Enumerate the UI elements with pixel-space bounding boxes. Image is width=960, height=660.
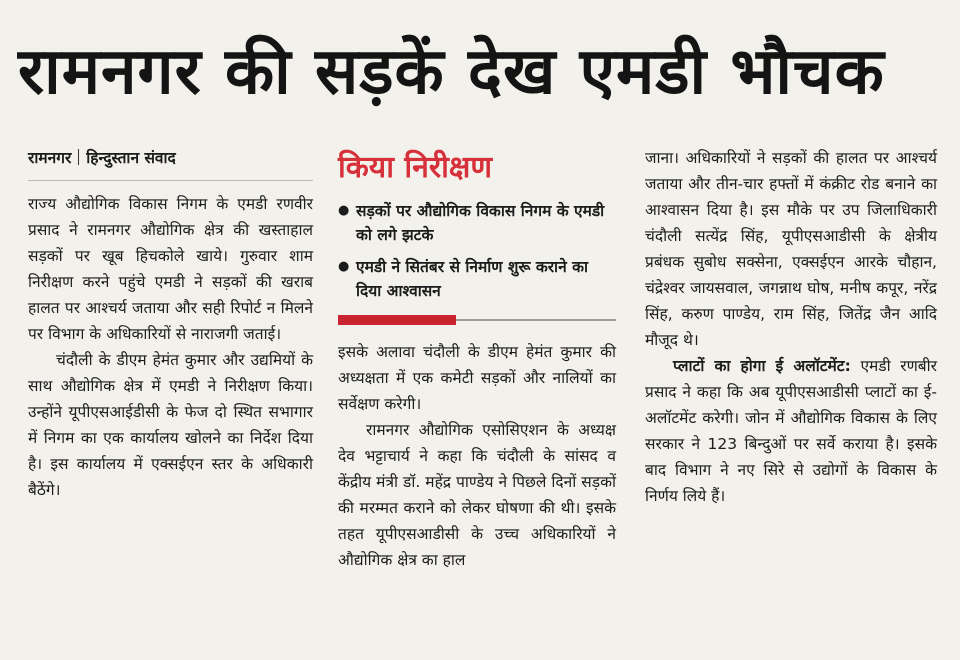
bullet-point bbox=[338, 255, 616, 303]
paragraph: रामनगर औद्योगिक एसोसिएशन के अध्यक्ष देव भट्टाचार्य ने कहा कि चंदौली के सांसद व केंद्रीय मंत्री डॉ. महेंद्र पाण्डेय ने पिछले दिनों सड़कों की मरम्मत कराने को लेकर घोषणा की थी। इसके तहत यूपीएसआडीसी के उच्च अधिकारियों ने औद्योगिक क्षेत्र का हाल bbox=[338, 421, 616, 569]
rule-accent bbox=[338, 315, 456, 325]
byline-agency: हिन्दुस्तान संवाद bbox=[86, 149, 176, 167]
paragraph-lead: प्लाटों का होगा ई अलॉटमेंट: bbox=[673, 357, 851, 375]
paragraph: चंदौली के डीएम हेमंत कुमार और उद्यमियों के साथ औद्योगिक क्षेत्र में एमडी ने निरीक्षण किया। उन्होंने यूपीएसआईडीसी के फेज दो स्थित सभागार में निगम का एक कार्यालय खोलने का निर्देश दिया है। इस कार्यालय में एक्सईएन स्तर के अधिकारी बैठेंगे। bbox=[28, 351, 313, 499]
rule-line bbox=[456, 319, 616, 321]
paragraph-body: एमडी रणबीर प्रसाद ने कहा कि अब यूपीएसआडीसी प्लाटों का ई-अलॉटमेंट करेगी। जोन में औद्योगिक विकास के लिए सरकार ने 123 बिन्दुओं पर सर्वे कराया है। इसके बाद विभाग ने नए सिरे से उद्योगों के विकास के निर्णय लिये हैं। bbox=[645, 357, 937, 505]
paragraph: जाना। अधिकारियों ने सड़कों की हालत पर आश्चर्य जताया और तीन-चार हफ्तों में कंक्रीट रोड बनाने का आश्वासन दिया है। इस मौके पर उप जिलाधिकारी चंदौली सत्येंद्र सिंह, यूपीएसआडीसी के क्षेत्रीय प्रबंधक सुबोध सक्सेना, एक्सईएन आरके चौहान, चंद्रेश्वर जायसवाल, जगन्नाथ घोष, मनीष कपूर, नरेंद्र सिंह, करुण पाण्डेय, राम सिंह, जितेंद्र जैन आदि मौजूद थे। bbox=[645, 149, 937, 349]
paragraph: इसके अलावा चंदौली के डीएम हेमंत कुमार की अध्यक्षता में एक कमेटी सड़कों और नालियों का सर्वेक्षण करेगी। bbox=[338, 343, 616, 413]
column-3 bbox=[645, 145, 937, 509]
paragraph bbox=[645, 353, 937, 509]
headline: रामनगर की सड़कें देख एमडी भौचक bbox=[18, 35, 885, 109]
bullet-text: सड़कों पर औद्योगिक विकास निगम के एमडी को लगे झटके bbox=[356, 202, 605, 244]
bullet-dot-icon: ● bbox=[338, 203, 350, 218]
paragraph: राज्य औद्योगिक विकास निगम के एमडी रणवीर प्रसाद ने रामनगर औद्योगिक क्षेत्र की खस्ताहाल सड़कों पर खूब हिचकोले खाये। गुरुवार शाम निरीक्षण करने पहुंचे एमडी ने सड़कों की खराब हालत पर आश्चर्य जताया और सही रिपोर्ट न मिलने पर विभाग के अधिकारियों से नाराजगी जताई। bbox=[28, 195, 313, 343]
column-2 bbox=[338, 145, 616, 573]
byline bbox=[28, 145, 313, 181]
sub-heading: किया निरीक्षण bbox=[338, 150, 493, 185]
column-1 bbox=[28, 145, 313, 503]
section-rule bbox=[338, 315, 616, 325]
byline-divider bbox=[78, 149, 79, 165]
bullet-point bbox=[338, 199, 616, 247]
bullet-text: एमडी ने सितंबर से निर्माण शुरू कराने का दिया आश्वासन bbox=[356, 258, 588, 300]
bullet-dot-icon: ● bbox=[338, 259, 350, 274]
byline-place: रामनगर bbox=[28, 149, 72, 167]
